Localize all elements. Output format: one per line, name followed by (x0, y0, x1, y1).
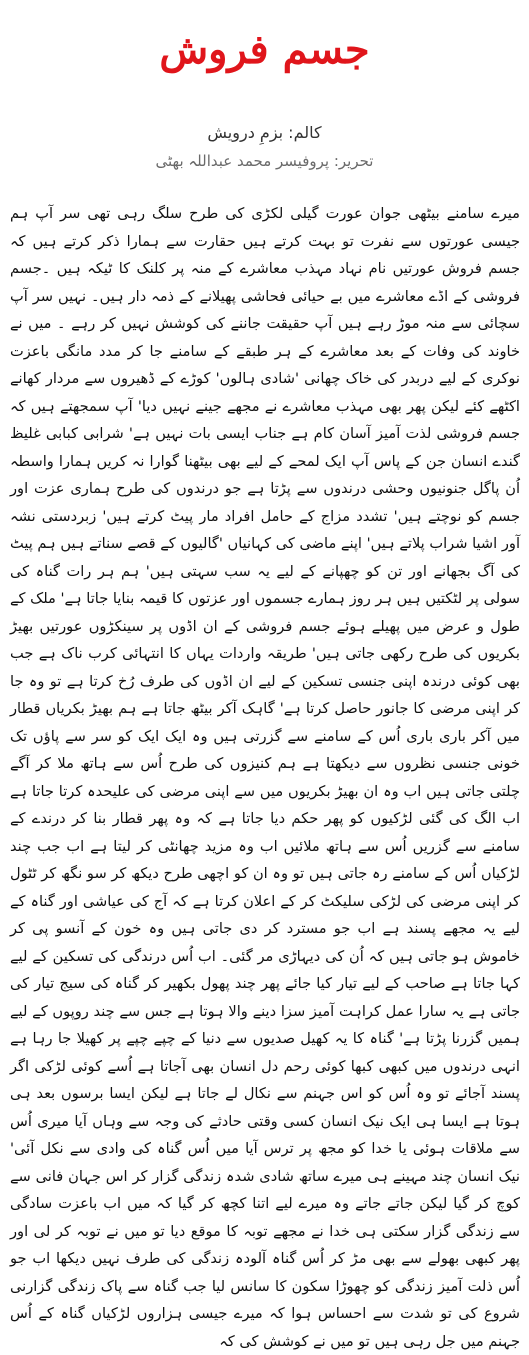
article-title: جسم فروش (159, 26, 370, 73)
article-body: میرے سامنے بیٹھی جوان عورت گیلی لکڑی کی طرح سلگ رہی تھی سر آپ ہم جیسی عورتوں سے نفرت تو بہت کرتے ہیں حقارت سے ہمارا ذکر کرتے ہیں کہ جسم فروش عورتیں نام نہاد مہذب معاشرے کے منہ پر کلنک کا ٹیکہ ہیں ۔جسم فروشی کے اڈے معاشرے میں بے حیائی فحاشی پھیلانے کے ذمہ دار ہیں۔ نہیں سر آپ سچائی سے منہ موڑ رہے ہیں آپ حقیقت جاننے کی کوشش نہیں کر رہے ۔ میں نے خاوند کی وفات کے بعد معاشرے کے ہر طبقے کے سامنے جا کر مدد مانگی باعزت نوکری کے لیے دربدر کی خاک چھانی 'شادی ہالوں' کوڑے کے ڈھیروں سے مردار کھانے اکٹھے کئے لیکن پھر بھی مہذب معاشرے نے مجھے جینے نہیں دیا' آپ سمجھتے ہیں کہ جسم فروشی لذت آمیز آسان کام ہے جناب ایسی بات نہیں ہے' شرابی کبابی غلیظ گندے انسان جن کے پاس آپ ایک لمحے کے لیے بھی بیٹھنا گوارا نہ کریں ہمارا واسطہ اُن پاگل جنونیوں وحشی درندوں سے پڑتا ہے جو درندوں کی طرح ہماری عزت اور جسم کو نوچتے ہیں' تشدد مزاج کے حامل افراد مار پیٹ کرتے ہیں' زبردستی نشہ آور اشیا شراب پلاتے ہیں' اپنے ماضی کی کہانیاں 'گالیوں کے قصے سناتے ہیں ہم پیٹ کی آگ بجھانے اور تن کو چھپانے کے لیے یہ سب سہتی ہیں' ہم ہر رات گناہ کی سولی پر لٹکتیں ہیں ہر روز ہمارے جسموں اور عزتوں کا قیمہ بنایا جاتا ہے' ملک کے طول و عرض میں پھیلے ہوئے جسم فروشی کے ان اڈوں پر سینکڑوں عورتیں بھیڑ بکریوں کی طرح رکھی جاتی ہیں' طریقہ واردات یہاں کا انتہائی کرب ناک ہے جب بھی کوئی درندہ اپنی جنسی تسکین کے لیے ان اڈوں کی طرف رُخ کرتا ہے تو وہ جا کر اپنی مرضی کا جانور حاصل کرتا ہے' گاہک آکر بیٹھ جاتا ہے ہم بھیڑ بکریاں قطار میں آکر باری باری اُس کے سامنے سے گزرتی ہیں وہ ایک ایک کو سر سے پاؤں تک خونی جنسی نظروں سے دیکھتا ہے ہم کنیزوں کی طرح اُس سے ہاتھ ملا کر آگے چلتی جاتی ہیں اب وہ ان بھیڑ بکریوں میں سے اپنی مرضی کی علیحدہ کرتا جاتا ہے اب الگ کی گئی لڑکیوں کو پھر حکم دیا جاتا ہے کہ وہ پھر قطار بنا کر درندے کے سامنے سے گزریں اُس سے ہاتھ ملائیں اب وہ مزید چھانٹی کر لیتا ہے اب جب چند لڑکیاں اُس کے سامنے رہ جاتی ہیں تو وہ ان کو اچھی طرح دیکھ کر سو نگھ کر ٹٹول کر اپنی مرضی کی لڑکی سلیکٹ کر کے اعلان کرتا ہے کہ آج کی عیاشی اور گناہ کے لیے یہ مجھے پسند ہے اب جو مسترد کر دی جاتی ہیں وہ خون کے آنسو پی کر خاموش ہو جاتی ہیں کہ اُن کی دیہاڑی مر گئی۔ اب اُس درندگی کی تسکین کے لیے کہا جاتا ہے صاحب کے لیے تیار کیا جائے پھر چند پھول بکھیر کر گناہ کی سیج تیار کی جاتی ہے یہ سارا عمل کراہت آمیز سزا دینے والا ہوتا ہے جس سے چند روپوں کے لیے ہمیں گزرنا پڑتا ہے' گناہ کا یہ کھیل صدیوں سے دنیا کے چپے چپے پر کھیلا جا رہا ہے انہی درندوں میں کبھی کبھا کوئی رحم دل انسان بھی آجاتا ہے اُسے کوئی لڑکی اگر پسند آجائے تو وہ اُس کو اس جہنم سے نکال لے جاتا ہے لیکن ایسا برسوں بعد ہی ہوتا ہے ایسا ہی ایک نیک انسان کسی وقتی حادثے کی وجہ سے وہاں آیا میری اُس سے ملاقات ہوئی یا خدا کو مجھ پر ترس آیا میں اُس گناہ کی وادی سے نکل آئی' نیک انسان چند مہینے ہی میرے ساتھ شادی شدہ زندگی گزار کر اس جہان فانی سے کوچ کر گیا لیکن جاتے جاتے وہ میرے لیے اتنا کچھ کر گیا کہ میں اب باعزت سادگی سے زندگی گزار سکتی ہی خدا نے مجھے توبہ کا موقع دیا تو میں نے توبہ کر لی اور پھر کبھی بھولے سے بھی مڑ کر اُس گناہ آلودہ زندگی کی طرف نہیں دیکھا اب جو اُس ذلت آمیز زندگی کو چھوڑا سکون کا سانس لیا جب گناہ سے پاک زندگی گزارنی شروع کی تو شدت سے احساس ہوا کہ میرے جیسی ہزاروں لڑکیاں گناہ کے اُس جہنم میں جل رہی ہیں تو میں نے کوشش کی کہ (10, 205, 520, 1350)
column-name: کالم: بزمِ درویش (207, 123, 322, 142)
author-line: تحریر: پروفیسر محمد عبداللہ بھٹی (155, 152, 374, 170)
